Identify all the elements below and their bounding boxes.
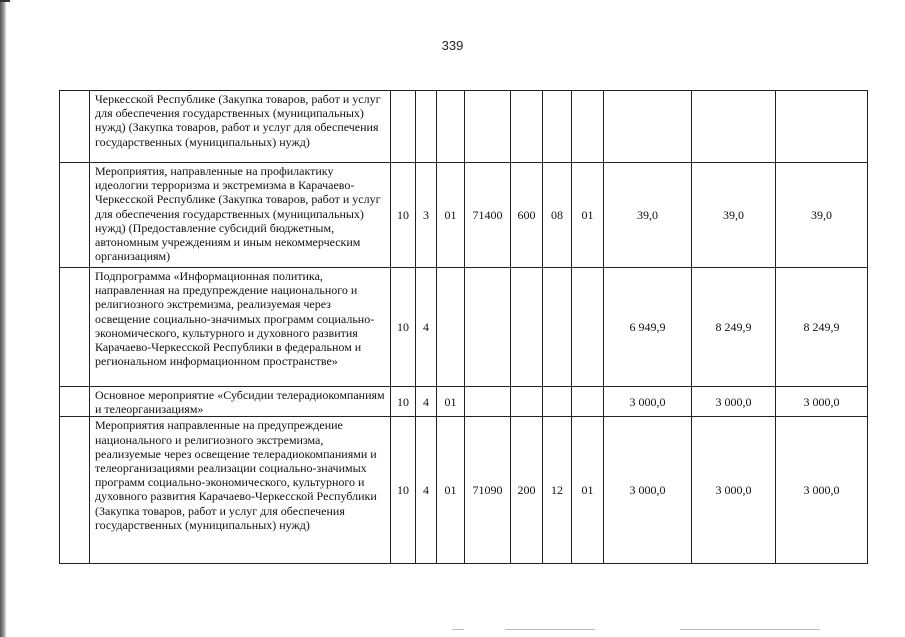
section-cell: 10 — [391, 417, 416, 564]
empty-cell — [60, 268, 90, 387]
empty-cell — [60, 91, 90, 163]
description-cell: Черкесской Республике (Закупка товаров, работ и услуг для обеспечения государственных (муниципальных) нужд) (Закупка товаров, работ и услуг для обеспечения государственных (муниципальных) нужд) — [90, 91, 391, 163]
scan-edge — [0, 0, 6, 637]
code-cell: 08 — [543, 163, 572, 268]
amount-year1-cell: 39,0 — [604, 163, 692, 268]
amount-year3-cell: 3 000,0 — [776, 387, 868, 417]
direction-cell — [465, 387, 511, 417]
subcode-cell: 01 — [572, 417, 604, 564]
program-cell — [437, 268, 465, 387]
subcode-cell — [572, 268, 604, 387]
amount-year3-cell: 39,0 — [776, 163, 868, 268]
section-cell: 10 — [391, 268, 416, 387]
subsection-cell — [416, 91, 437, 163]
description-cell: Мероприятия направленные на предупреждение национального и религиозного экстремизма, реализуемые через освещение телерадиокомпаниями и телеорганизациями реализации социально-значимых программ социально-экономического, культурного и духовного развития Карачаево-Черкесской Республики (Закупка товаров, работ и услуг для обеспечения государственных (муниципальных) нужд) — [90, 417, 391, 564]
expense-type-cell: 600 — [511, 163, 543, 268]
code-cell: 12 — [543, 417, 572, 564]
expense-type-cell — [511, 91, 543, 163]
amount-year2-cell: 3 000,0 — [692, 417, 776, 564]
direction-cell: 71090 — [465, 417, 511, 564]
program-cell: 01 — [437, 417, 465, 564]
amount-year2-cell: 3 000,0 — [692, 387, 776, 417]
expense-type-cell: 200 — [511, 417, 543, 564]
amount-year3-cell: 3 000,0 — [776, 417, 868, 564]
table-row — [60, 163, 868, 268]
table-row — [60, 387, 868, 417]
program-cell: 01 — [437, 387, 465, 417]
program-cell — [437, 91, 465, 163]
code-cell — [543, 387, 572, 417]
program-cell: 01 — [437, 163, 465, 268]
table-row — [60, 417, 868, 564]
amount-year1-cell: 6 949,9 — [604, 268, 692, 387]
description-cell: Основное мероприятие «Субсидии телерадиокомпаниям и телеорганизациям» — [90, 387, 391, 417]
budget-table — [59, 90, 868, 564]
section-cell: 10 — [391, 387, 416, 417]
direction-cell — [465, 91, 511, 163]
scan-artifact-line — [680, 629, 820, 630]
code-cell — [543, 91, 572, 163]
subsection-cell: 3 — [416, 163, 437, 268]
scan-artifact-line — [505, 629, 595, 630]
subsection-cell: 4 — [416, 387, 437, 417]
section-cell: 10 — [391, 163, 416, 268]
description-cell: Мероприятия, направленные на профилактику идеологии терроризма и экстремизма в Карачаево-Черкесской Республике (Закупка товаров, работ и услуг для обеспечения государственных (муниципальных) нужд) (Предоставление субсидий бюджетным, автономным учреждениям и иным некоммерческим организациям) — [90, 163, 391, 268]
amount-year1-cell: 3 000,0 — [604, 417, 692, 564]
amount-year2-cell — [692, 91, 776, 163]
subsection-cell: 4 — [416, 417, 437, 564]
subcode-cell: 01 — [572, 163, 604, 268]
code-cell — [543, 268, 572, 387]
amount-year2-cell: 8 249,9 — [692, 268, 776, 387]
scan-artifact-line — [452, 629, 464, 630]
amount-year3-cell — [776, 91, 868, 163]
section-cell — [391, 91, 416, 163]
amount-year2-cell: 39,0 — [692, 163, 776, 268]
subsection-cell: 4 — [416, 268, 437, 387]
amount-year1-cell: 3 000,0 — [604, 387, 692, 417]
description-cell: Подпрограмма «Информационная политика, направленная на предупреждение национального и религиозного экстремизма, реализуемая через освещение социально-значимых программ социально-экономического, культурного и духовного развития Карачаево-Черкесской Республики в федеральном и региональном информационном пространстве» — [90, 268, 391, 387]
table-row — [60, 91, 868, 163]
page-number: 339 — [441, 38, 464, 53]
empty-cell — [60, 417, 90, 564]
subcode-cell — [572, 387, 604, 417]
amount-year1-cell — [604, 91, 692, 163]
empty-cell — [60, 387, 90, 417]
empty-cell — [60, 163, 90, 268]
table-row — [60, 268, 868, 387]
direction-cell: 71400 — [465, 163, 511, 268]
subcode-cell — [572, 91, 604, 163]
direction-cell — [465, 268, 511, 387]
expense-type-cell — [511, 268, 543, 387]
expense-type-cell — [511, 387, 543, 417]
amount-year3-cell: 8 249,9 — [776, 268, 868, 387]
scan-mark — [0, 0, 10, 2]
